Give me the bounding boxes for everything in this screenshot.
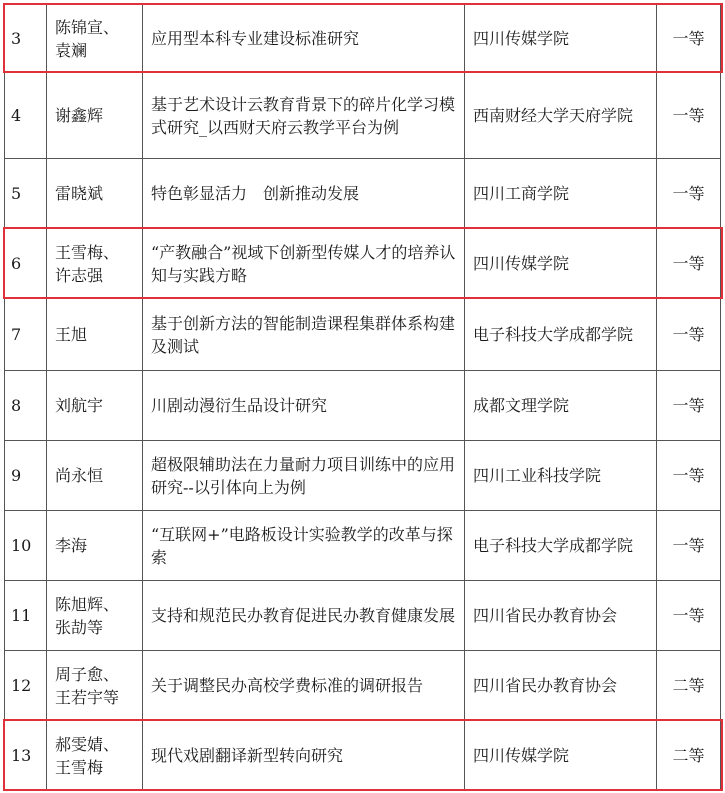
unit-cell: 四川省民办教育协会 [465,651,657,721]
row-number: 4 [5,73,47,159]
unit-cell: 四川传媒学院 [465,721,657,791]
table-row [5,721,721,791]
rank-cell: 一等 [657,581,721,651]
table-row [5,511,721,581]
row-number: 13 [5,721,47,791]
row-number: 10 [5,511,47,581]
rank-cell: 一等 [657,371,721,441]
title-cell: 超极限辅助法在力量耐力项目训练中的应用研究--以引体向上为例 [143,441,465,511]
unit-cell: 四川省民办教育协会 [465,581,657,651]
title-cell: 支持和规范民办教育促进民办教育健康发展 [143,581,465,651]
table-row [5,651,721,721]
title-cell: “产教融合”视域下创新型传媒人才的培养认知与实践方略 [143,229,465,299]
unit-cell: 成都文理学院 [465,371,657,441]
row-number: 7 [5,299,47,371]
table-row [5,73,721,159]
unit-cell: 电子科技大学成都学院 [465,511,657,581]
unit-cell: 四川传媒学院 [465,5,657,73]
title-cell: 应用型本科专业建设标准研究 [143,5,465,73]
row-number: 3 [5,5,47,73]
rank-cell: 一等 [657,299,721,371]
row-number: 6 [5,229,47,299]
rank-cell: 一等 [657,511,721,581]
table-row [5,299,721,371]
title-cell: 特色彰显活力 创新推动发展 [143,159,465,229]
table-row [5,229,721,299]
award-table [4,4,721,791]
rank-cell: 一等 [657,73,721,159]
title-cell: “互联网+”电路板设计实验教学的改革与探索 [143,511,465,581]
title-cell: 基于艺术设计云教育背景下的碎片化学习模式研究_以西财天府云教学平台为例 [143,73,465,159]
rank-cell: 一等 [657,159,721,229]
title-cell: 基于创新方法的智能制造课程集群体系构建及测试 [143,299,465,371]
row-number: 11 [5,581,47,651]
author-cell: 陈旭辉、张劼等 [47,581,143,651]
table-row [5,5,721,73]
unit-cell: 西南财经大学天府学院 [465,73,657,159]
author-cell: 王雪梅、许志强 [47,229,143,299]
author-cell: 陈锦宣、袁斓 [47,5,143,73]
title-cell: 川剧动漫衍生品设计研究 [143,371,465,441]
author-cell: 郝雯婧、王雪梅 [47,721,143,791]
author-cell: 李海 [47,511,143,581]
row-number: 8 [5,371,47,441]
unit-cell: 电子科技大学成都学院 [465,299,657,371]
author-cell: 周子愈、王若宇等 [47,651,143,721]
row-number: 5 [5,159,47,229]
title-cell: 关于调整民办高校学费标准的调研报告 [143,651,465,721]
table-row [5,581,721,651]
unit-cell: 四川传媒学院 [465,229,657,299]
author-cell: 谢鑫辉 [47,73,143,159]
unit-cell: 四川工商学院 [465,159,657,229]
author-cell: 雷晓斌 [47,159,143,229]
table-row [5,159,721,229]
author-cell: 王旭 [47,299,143,371]
author-cell: 刘航宇 [47,371,143,441]
author-cell: 尚永恒 [47,441,143,511]
rank-cell: 一等 [657,441,721,511]
table-row [5,441,721,511]
rank-cell: 一等 [657,229,721,299]
table-row [5,371,721,441]
row-number: 12 [5,651,47,721]
rank-cell: 二等 [657,721,721,791]
rank-cell: 二等 [657,651,721,721]
unit-cell: 四川工业科技学院 [465,441,657,511]
rank-cell: 一等 [657,5,721,73]
row-number: 9 [5,441,47,511]
title-cell: 现代戏剧翻译新型转向研究 [143,721,465,791]
